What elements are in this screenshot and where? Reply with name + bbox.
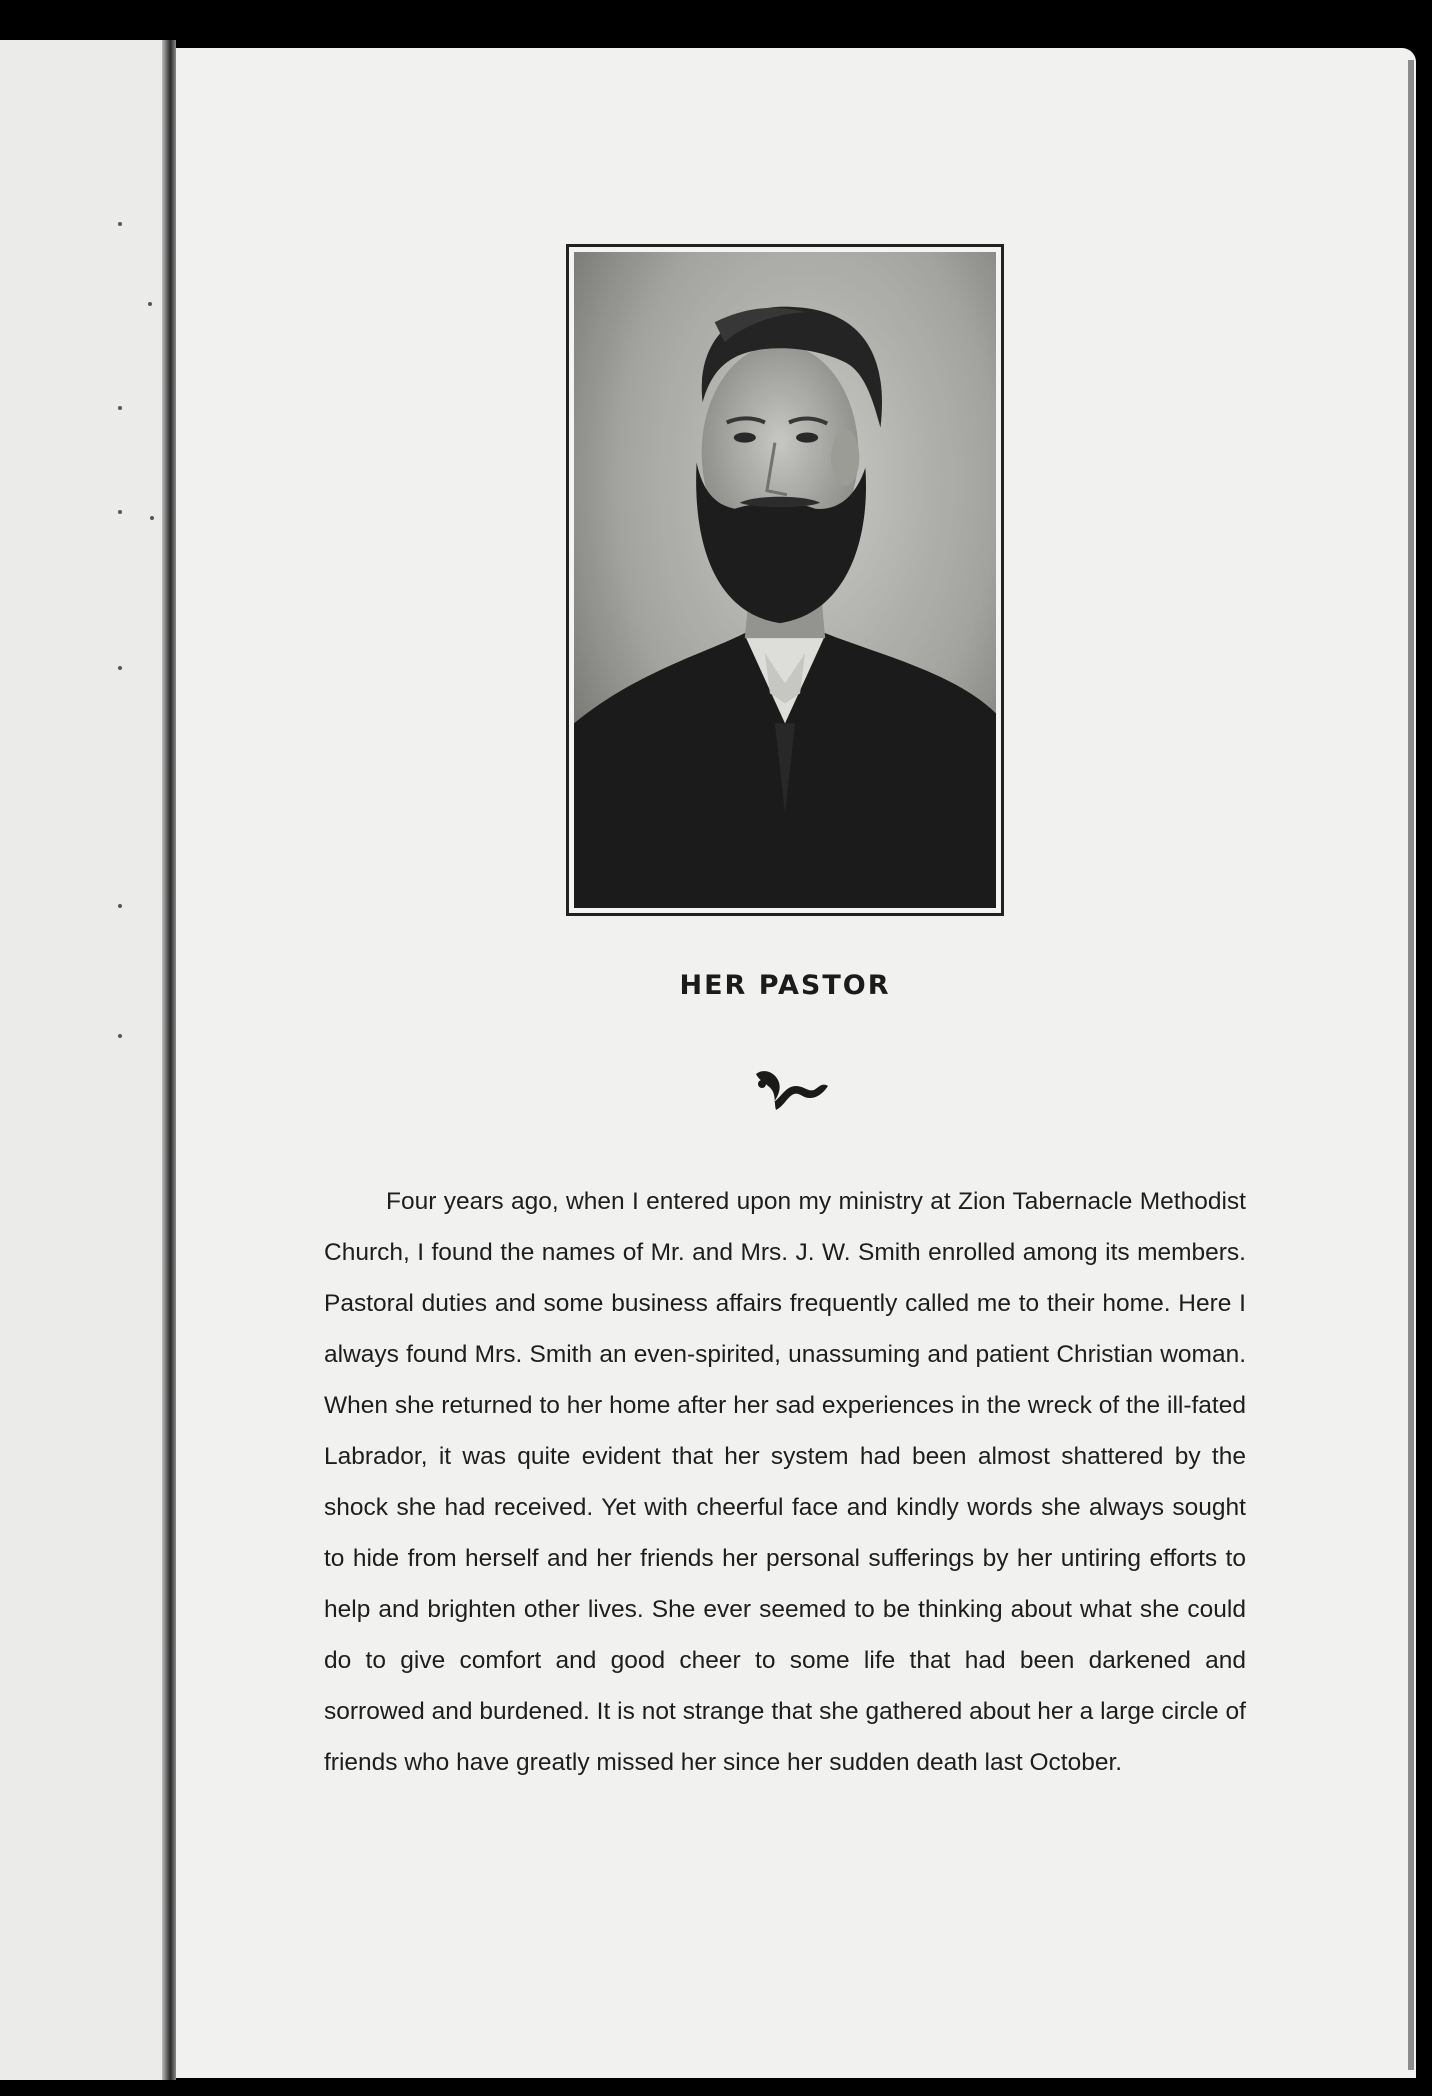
left-page-edge xyxy=(0,40,168,2080)
paper-speck xyxy=(118,222,122,226)
tribute-paragraph: Four years ago, when I entered upon my ministry at Zion Tabernacle Methodist Church, I found the names of Mr. and Mrs. J. W. Smith enrolled among its members. Pastoral duties and some business affairs frequently called me to their home. Here I always found Mrs. Smith an even-spirited, unassuming and patient Christian woman. When she returned to her home after her sad experiences in the wreck of the ill-fated Labrador, it was quite evident that her system had been almost shattered by the shock she had received. Yet with cheerful face and kindly words she always sought to hide from herself and her friends her personal sufferings by her untiring efforts to help and brighten other lives. She ever seemed to be thinking about what she could do to give comfort and good cheer to some life that had been darkened and sorrowed and burdened. It is not strange that she gathered about her a large circle of friends who have greatly missed her since her sudden death last October. xyxy=(324,1188,1246,1776)
portrait-photo xyxy=(574,252,996,908)
page-heading: HER PASTOR xyxy=(679,970,891,1001)
paper-speck xyxy=(118,1034,122,1038)
paper-speck xyxy=(118,510,122,514)
page-edge-shadow xyxy=(1408,60,1414,2070)
pastor-portrait xyxy=(566,244,1004,916)
paper-speck xyxy=(118,904,122,908)
paper-speck xyxy=(118,666,122,670)
book-gutter xyxy=(162,40,176,2080)
paper-speck xyxy=(148,302,152,306)
paper-speck xyxy=(118,406,122,410)
paper-speck xyxy=(150,516,154,520)
fleuron-icon xyxy=(752,1066,830,1112)
